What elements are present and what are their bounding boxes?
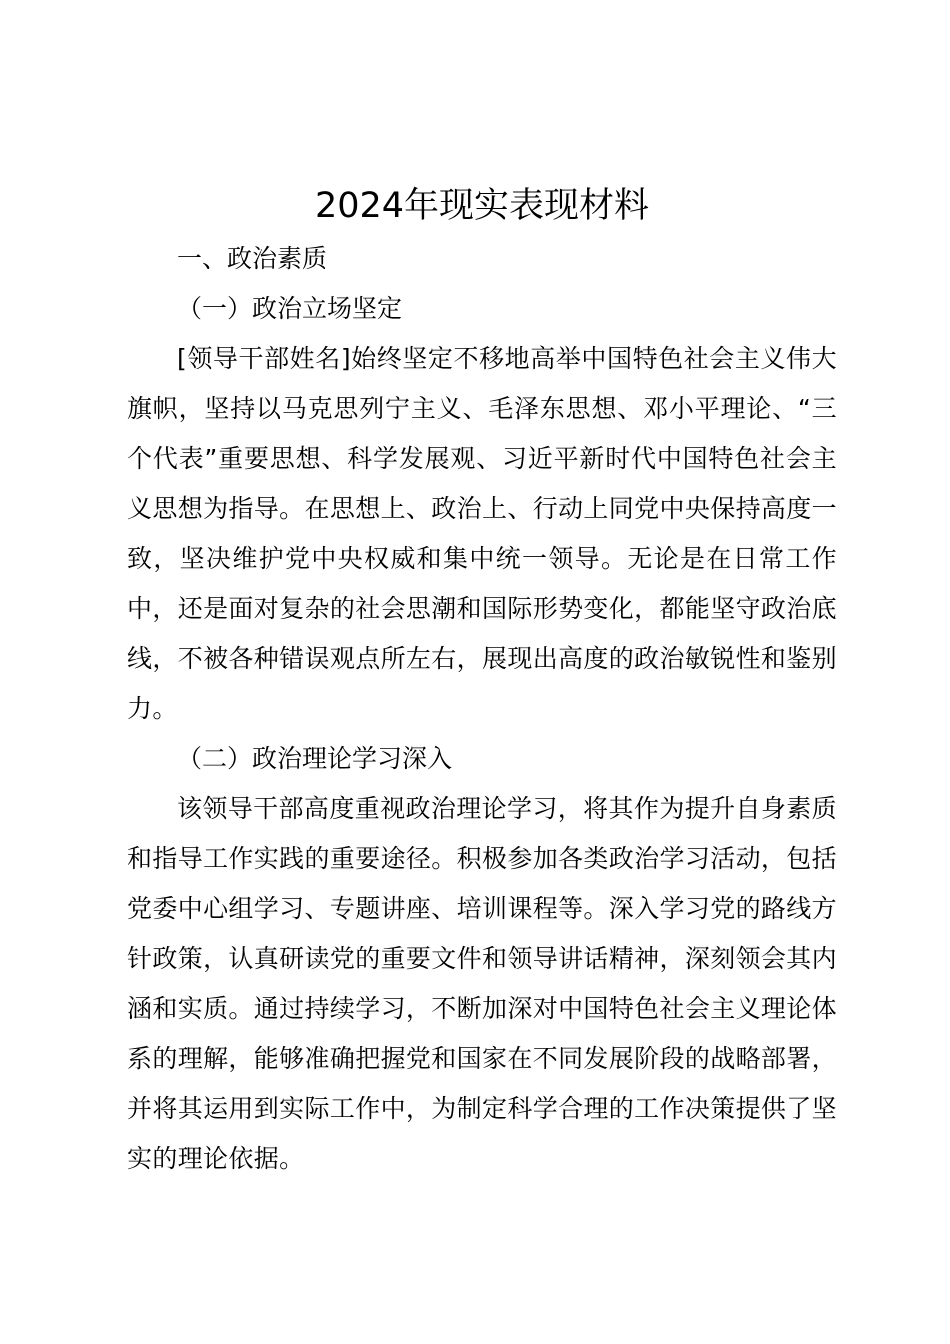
subsection-heading-political-stance: （一）政治立场坚定 <box>177 294 403 323</box>
document-body <box>127 178 837 1184</box>
document-title: 2024年现实表现材料 <box>314 186 650 226</box>
paragraph-political-stance: [领导干部姓名]始终坚定不移地高举中国特色社会主义伟大旗帜，坚持以马克思列宁主义、毛泽东思想、邓小平理论、“三个代表”重要思想、科学发展观、习近平新时代中国特色社会主义思想为指导。在思想上、政治上、行动上同党中央保持高度一致，坚决维护党中央权威和集中统一领导。无论是在日常工作中，还是面对复杂的社会思潮和国际形势变化，都能坚守政治底线，不被各种错误观点所左右，展现出高度的政治敏锐性和鉴别力。 <box>127 344 837 723</box>
section-heading-political-quality: 一、政治素质 <box>177 244 328 273</box>
subsection-heading-theory-study: （二）政治理论学习深入 <box>177 744 453 773</box>
paragraph-theory-study: 该领导干部高度重视政治理论学习，将其作为提升自身素质和指导工作实践的重要途径。积极参加各类政治学习活动，包括党委中心组学习、专题讲座、培训课程等。深入学习党的路线方针政策，认真研读党的重要文件和领导讲话精神，深刻领会其内涵和实质。通过持续学习，不断加深对中国特色社会主义理论体系的理解，能够准确把握党和国家在不同发展阶段的战略部署，并将其运用到实际工作中，为制定科学合理的工作决策提供了坚实的理论依据。 <box>127 794 837 1173</box>
